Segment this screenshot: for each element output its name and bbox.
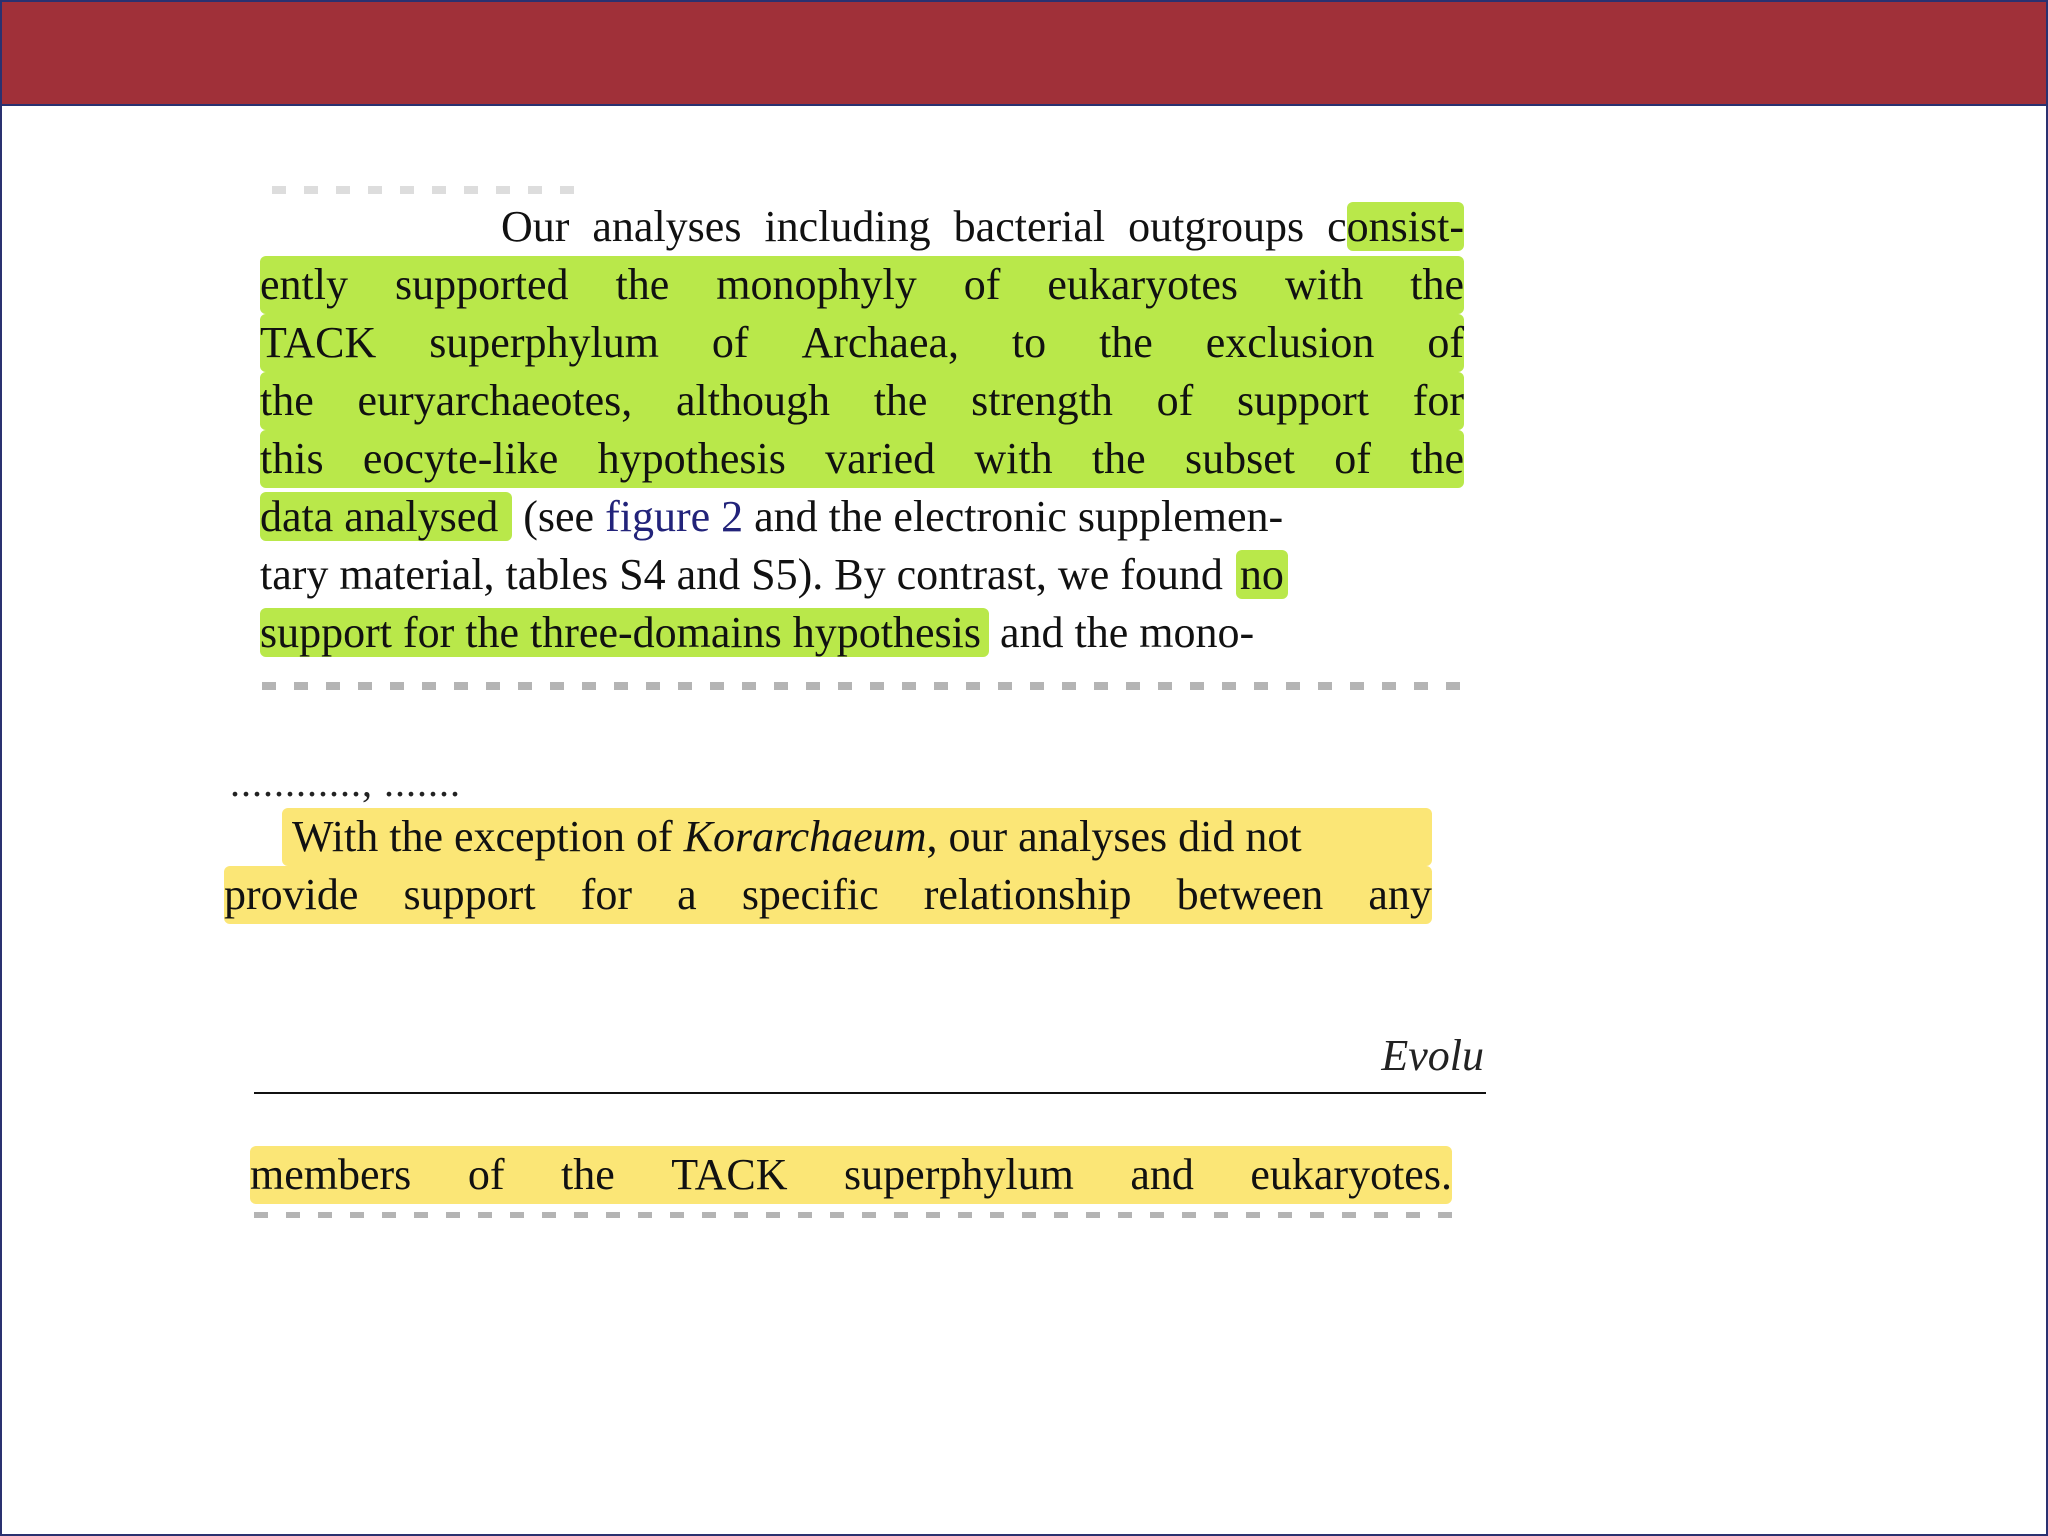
clip1-line-2: [260, 256, 1464, 314]
highlight-yellow: [282, 808, 1432, 866]
word: exclusion: [1205, 318, 1375, 367]
clip1-line-5: [260, 430, 1464, 488]
word: the: [1099, 318, 1153, 367]
word: between: [1176, 870, 1324, 919]
word: relationship: [923, 870, 1132, 919]
word: the: [560, 1150, 615, 1199]
word: the: [615, 260, 670, 309]
figure-link[interactable]: figure 2: [605, 492, 744, 541]
word: subset: [1184, 434, 1295, 483]
clip1-line-7-text: tary material, tables S4 and S5). By contrast, we found: [260, 550, 1234, 599]
clip2-line-1-text-a: With the exception of: [292, 812, 684, 861]
word: of: [1156, 376, 1194, 425]
page-header-rule: [254, 1092, 1486, 1094]
clip1-line-6-rest: and the electronic supplemen-: [743, 492, 1284, 541]
clip2-line-2: [224, 866, 1432, 924]
word: eocyte-like: [362, 434, 559, 483]
text-clip-1: [260, 196, 1464, 676]
clip1-line-8: [260, 604, 1464, 662]
word: eukaryotes: [1047, 260, 1238, 309]
clip1-line-6: [260, 488, 1464, 546]
word: supported: [394, 260, 569, 309]
text-clip-2: [224, 806, 1432, 926]
word: specific: [741, 870, 879, 919]
word: the: [1410, 434, 1464, 483]
highlight-green: onsist-: [1346, 202, 1464, 251]
word: although: [676, 376, 830, 425]
word: with: [974, 434, 1053, 483]
word: provide: [224, 870, 359, 919]
word: support: [1236, 376, 1369, 425]
clip3-cut-heading: Evolu: [1381, 1031, 1484, 1080]
clip1-line-6-text: (see: [512, 492, 606, 541]
text-clip-3: [250, 1146, 1452, 1206]
clip1-top-edge: [272, 186, 592, 194]
word: hypothesis: [597, 434, 786, 483]
word: this: [260, 434, 324, 483]
word: euryarchaeotes,: [357, 376, 633, 425]
word: monophyly: [716, 260, 917, 309]
word: a: [677, 870, 697, 919]
word: TACK: [671, 1150, 788, 1199]
word: to: [1011, 318, 1047, 367]
clip1-bleed-edge: [262, 682, 1462, 690]
word: the: [873, 376, 928, 425]
clip1-line-8-text: and the mono-: [988, 608, 1255, 657]
clip1-line-3: [260, 314, 1464, 372]
clip2-line-1-text-b: , our analyses did not: [926, 812, 1302, 861]
word: any: [1368, 870, 1432, 919]
word: for: [580, 870, 632, 919]
word: the: [260, 376, 314, 425]
word: for: [1412, 376, 1464, 425]
clip1-line-1-text: Our analyses including bacterial outgroups c: [500, 202, 1347, 251]
word: of: [467, 1150, 505, 1199]
word: support: [403, 870, 536, 919]
word: the: [1410, 260, 1464, 309]
clip3-line-1: [250, 1146, 1452, 1204]
word: with: [1284, 260, 1364, 309]
highlight-green: support for the three-domains hypothesis: [260, 608, 989, 657]
word: members: [250, 1150, 412, 1199]
word: strength: [971, 376, 1113, 425]
clip1-line-4: [260, 372, 1464, 430]
word: ently: [260, 260, 348, 309]
word: superphylum: [844, 1150, 1074, 1199]
clip3-bleed-edge: [254, 1212, 1454, 1218]
word: of: [1427, 318, 1464, 367]
word: varied: [825, 434, 936, 483]
highlight-green: no: [1236, 550, 1288, 599]
title-bar: [2, 2, 2046, 106]
word: eukaryotes.: [1250, 1150, 1452, 1199]
word: Archaea,: [801, 318, 959, 367]
word: superphylum: [429, 318, 659, 367]
word: of: [963, 260, 1001, 309]
clip2-cut-top-text: ............, .......: [230, 760, 461, 805]
word: of: [711, 318, 749, 367]
clip2-line-1: [282, 808, 1432, 866]
korarchaeum-italic: Korarchaeum: [683, 812, 927, 861]
clip1-line-7: [260, 546, 1464, 604]
highlight-green: data analysed: [260, 492, 512, 541]
clip1-line-1: [260, 198, 1464, 256]
word: the: [1091, 434, 1146, 483]
word: of: [1334, 434, 1371, 483]
word: and: [1130, 1150, 1194, 1199]
word: TACK: [260, 318, 377, 367]
